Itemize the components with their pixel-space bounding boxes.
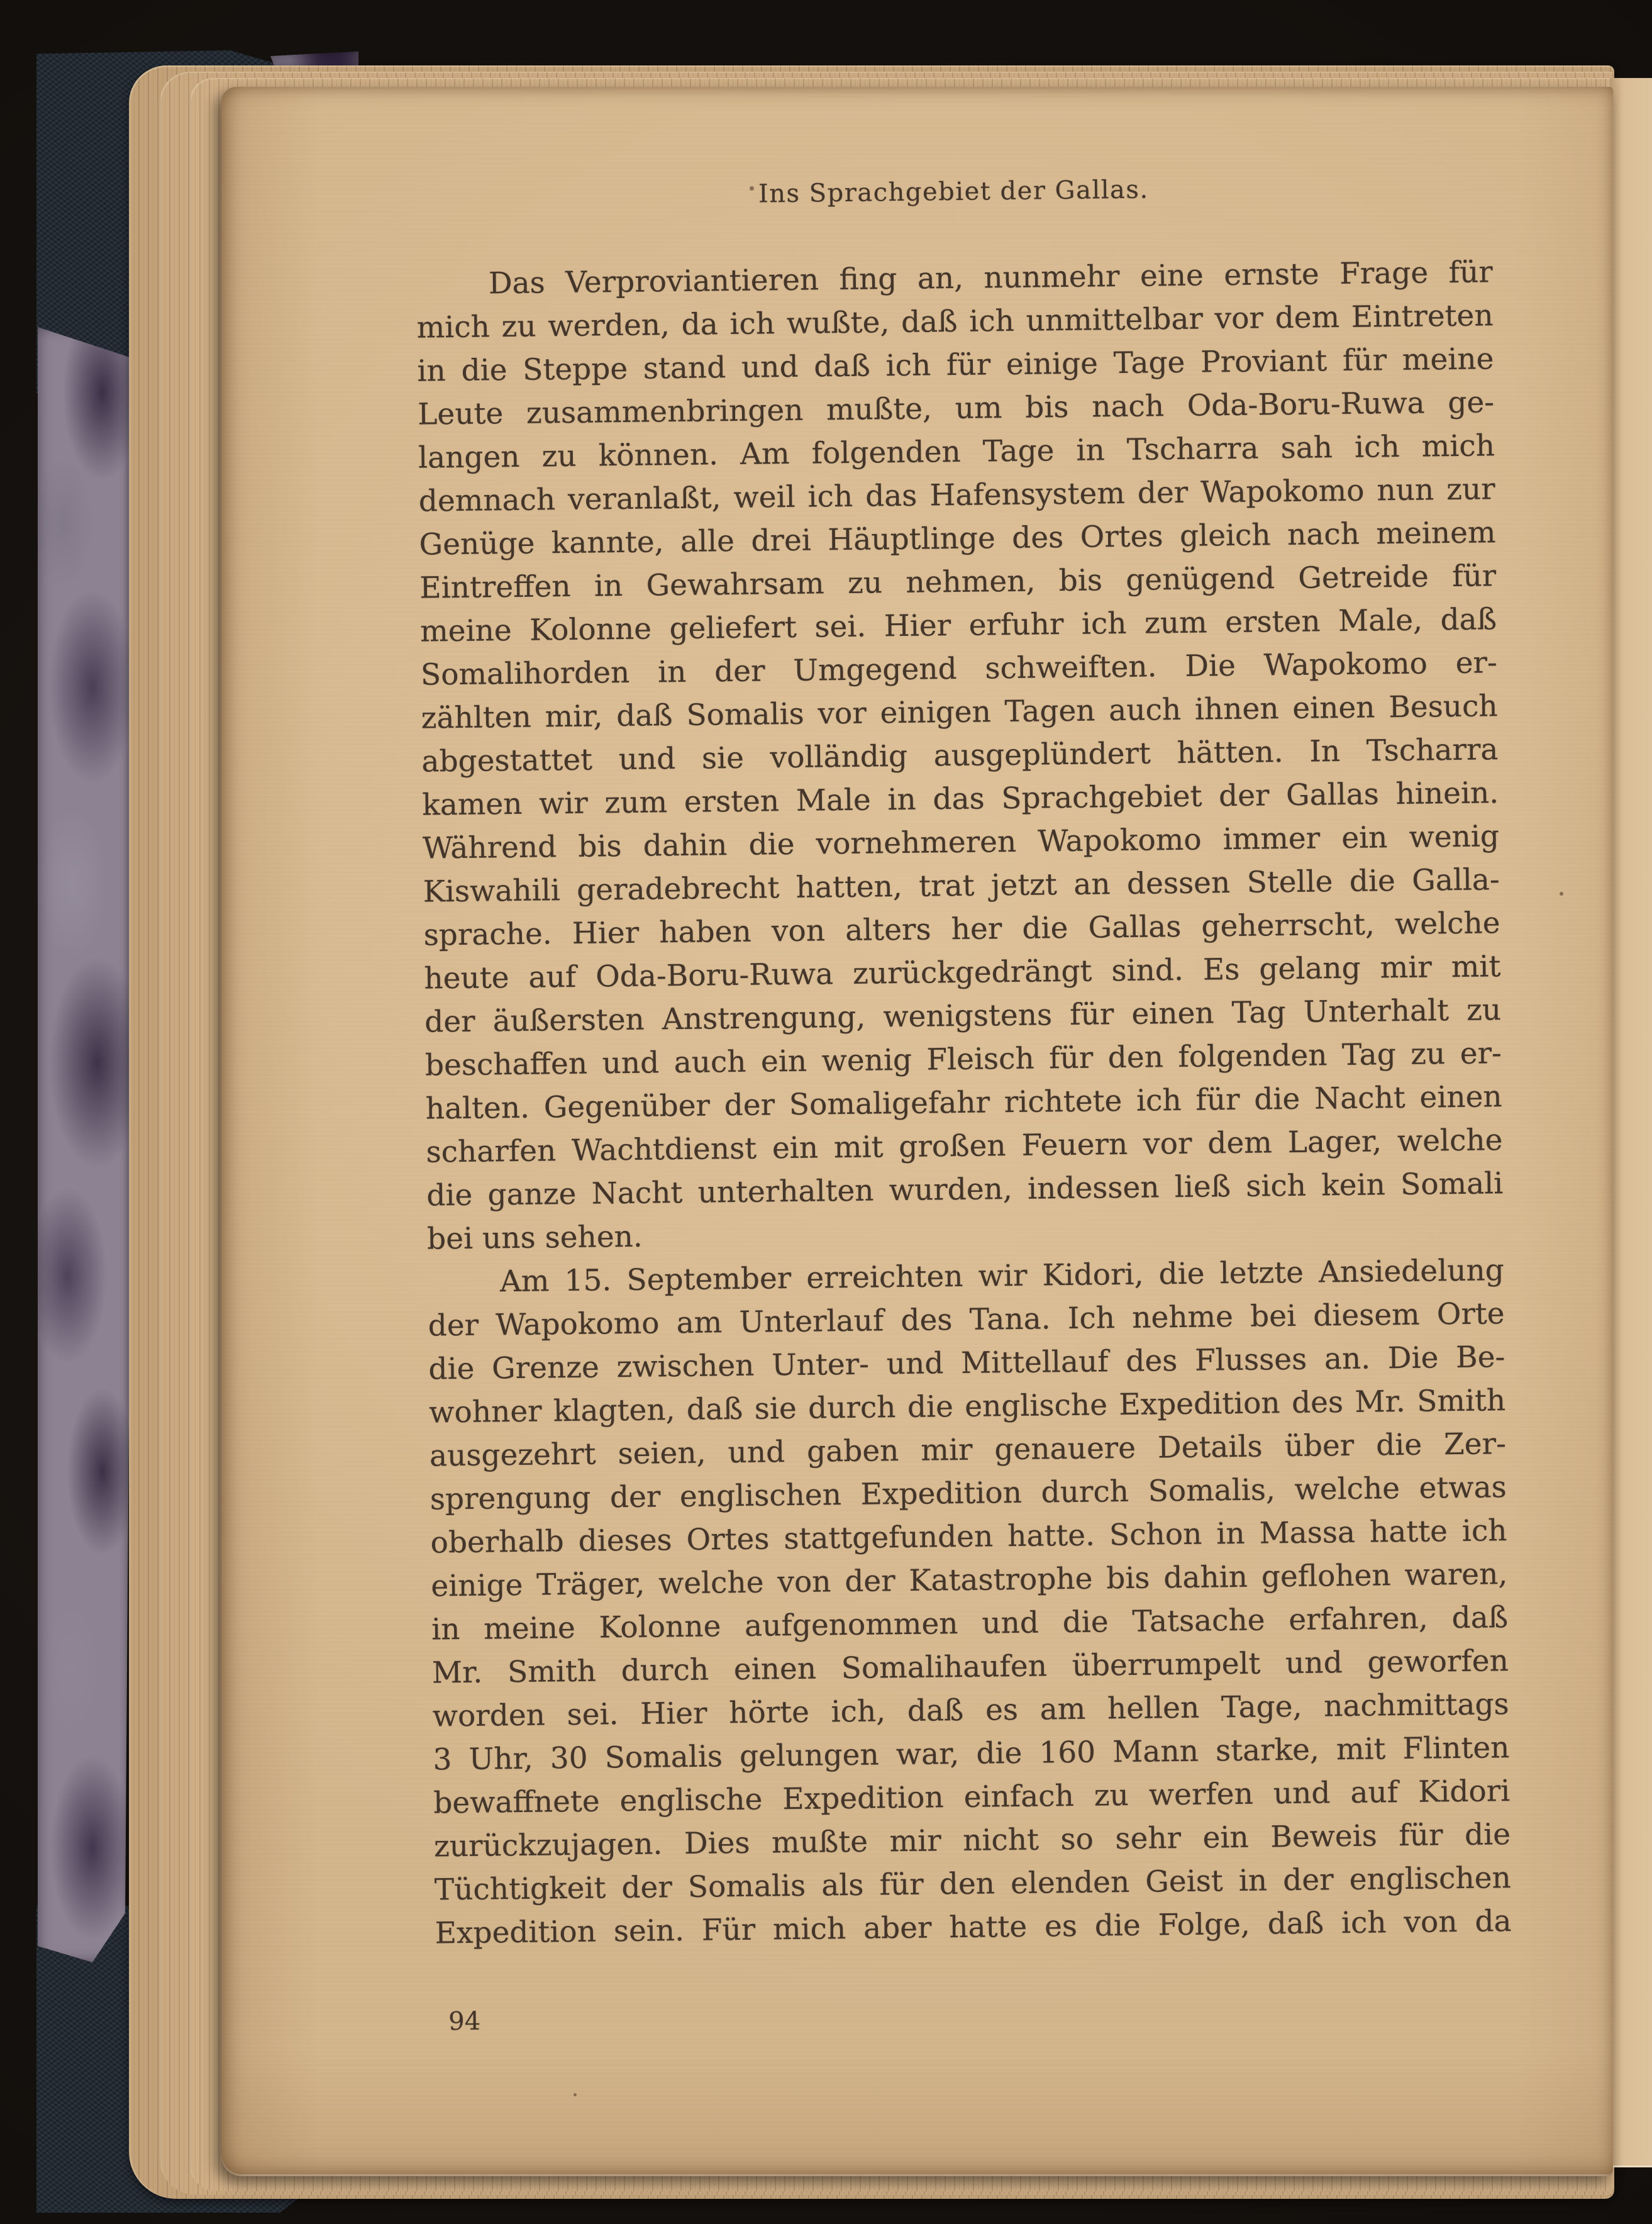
text-line: ausgezehrt seien, und gaben mir genauere Details über die Zer- xyxy=(429,1426,1507,1474)
text-line: demnach veranlaßt, weil ich das Hafensystem der Wapokomo nun zur xyxy=(418,472,1496,519)
running-header: Ins Sprachgebiet der Gallas. xyxy=(758,175,1149,209)
text-line: bewaffnete englische Expedition einfach zu werfen und auf Kidori xyxy=(433,1774,1511,1821)
text-line: Tüchtigkeit der Somalis als für den elenden Geist in der englischen xyxy=(434,1860,1512,1908)
text-line: halten. Gegenüber der Somaligefahr richtete ich für die Nacht einen xyxy=(425,1079,1502,1126)
paragraph xyxy=(416,250,1504,1260)
text-line: einige Träger, welche von der Katastrophe bis dahin geflohen waren, xyxy=(431,1557,1508,1604)
text-line: Mr. Smith durch einen Somalihaufen überrumpelt und geworfen xyxy=(431,1643,1509,1691)
book-cover-marbled-edge xyxy=(38,327,137,1962)
text-line: der äußersten Anstrengung, wenigstens für einen Tag Unterhalt zu xyxy=(424,992,1502,1040)
text-line: Während bis dahin die vornehmeren Wapokomo immer ein wenig xyxy=(422,819,1500,866)
text-line: zählten mir, daß Somalis vor einigen Tagen auch ihnen einen Besuch xyxy=(421,689,1498,736)
text-line: abgestattet und sie volländig ausgeplündert hätten. In Tscharra xyxy=(421,732,1499,779)
text-line: Kiswahili geradebrecht hatten, trat jetzt an dessen Stelle die Galla- xyxy=(423,862,1500,909)
paper-speck xyxy=(1560,892,1563,896)
text-line: in die Steppe stand und daß ich für einige Tage Proviant für meine xyxy=(417,342,1494,389)
book-page xyxy=(221,87,1613,2176)
page-content xyxy=(415,170,1512,2037)
page-number: 94 xyxy=(448,2006,481,2037)
text-line: zurückzujagen. Dies mußte mir nicht so sehr ein Beweis für die xyxy=(433,1817,1511,1864)
text-line: kamen wir zum ersten Male in das Sprachgebiet der Gallas hinein. xyxy=(421,776,1499,823)
text-line: in meine Kolonne aufgenommen und die Tatsache erfahren, daß xyxy=(431,1600,1509,1647)
text-line: worden sei. Hier hörte ich, daß es am hellen Tage, nachmittags xyxy=(432,1687,1509,1734)
text-line: der Wapokomo am Unterlauf des Tana. Ich nehme bei diesem Orte xyxy=(428,1296,1505,1343)
text-line: langen zu können. Am folgenden Tage in Tscharra sah ich mich xyxy=(418,428,1495,475)
text-line: Am 15. September erreichten wir Kidori, die letzte Ansiedelung xyxy=(499,1253,1505,1299)
text-line: meine Kolonne geliefert sei. Hier erfuhr ich zum ersten Male, daß xyxy=(419,602,1497,649)
paragraph xyxy=(428,1248,1512,1955)
text-line: Leute zusammenbringen mußte, um bis nach Oda-Boru-Ruwa ge- xyxy=(417,385,1495,432)
text-line: sprache. Hier haben von alters her die Gallas geherrscht, welche xyxy=(423,906,1500,953)
text-line: sprengung der englischen Expedition durch Somalis, welche etwas xyxy=(430,1470,1507,1517)
text-line: beschaffen und auch ein wenig Fleisch für den folgenden Tag zu er- xyxy=(424,1036,1502,1083)
text-line: wohner klagten, daß sie durch die englische Expedition des Mr. Smith xyxy=(428,1383,1506,1430)
paper-speck xyxy=(574,2093,577,2096)
text-line: 3 Uhr, 30 Somalis gelungen war, die 160 Mann starke, mit Flinten xyxy=(433,1730,1510,1777)
adjacent-page-edge xyxy=(1610,78,1652,2167)
text-line: Das Verproviantieren fing an, nunmehr eine ernste Frage für xyxy=(488,255,1494,301)
text-line: bei uns sehen. xyxy=(426,1219,643,1257)
body-text xyxy=(416,250,1512,1955)
text-line: Genüge kannte, alle drei Häuptlinge des Ortes gleich nach meinem xyxy=(419,515,1496,562)
text-line: Somalihorden in der Umgegend schweiften. Die Wapokomo er- xyxy=(420,645,1498,692)
text-line: heute auf Oda-Boru-Ruwa zurückgedrängt sind. Es gelang mir mit xyxy=(424,949,1501,996)
text-line: die Grenze zwischen Unter- und Mittellauf des Flusses an. Die Be- xyxy=(428,1340,1505,1387)
text-line: die ganze Nacht unterhalten wurden, indessen ließ sich kein Somali xyxy=(426,1166,1504,1213)
text-line: Expedition sein. Für mich aber hatte es die Folge, daß ich von da xyxy=(435,1904,1512,1951)
text-line: scharfen Wachtdienst ein mit großen Feuern vor dem Lager, welche xyxy=(426,1123,1503,1170)
text-line: oberhalb dieses Ortes stattgefunden hatte. Schon in Massa hatte ich xyxy=(430,1513,1507,1560)
text-line: mich zu werden, da ich wußte, daß ich unmittelbar vor dem Eintreten xyxy=(416,298,1494,345)
text-line: Eintreffen in Gewahrsam zu nehmen, bis genügend Getreide für xyxy=(419,559,1497,606)
